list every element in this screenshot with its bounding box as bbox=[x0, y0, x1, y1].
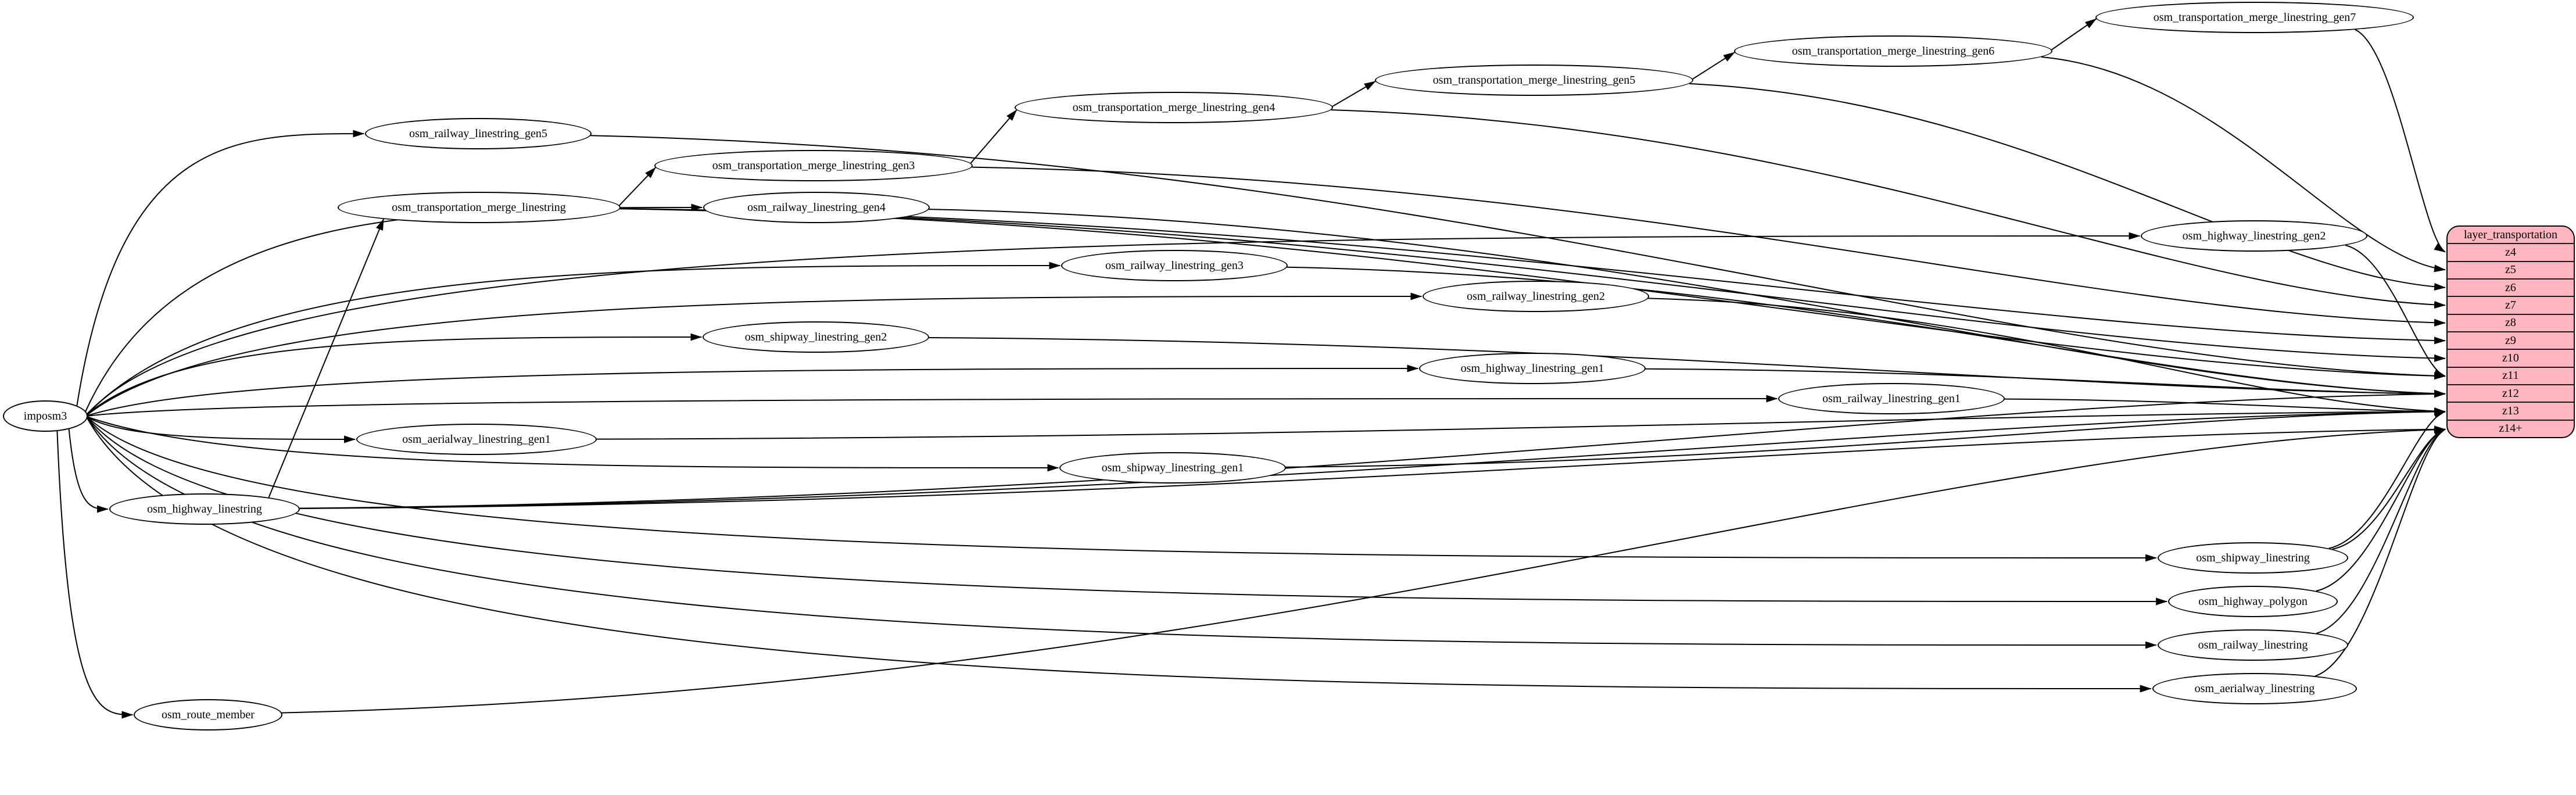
node-osm_highway_linestring_gen2 bbox=[2141, 220, 2367, 252]
node-label: osm_transportation_merge_linestring_gen4 bbox=[1072, 101, 1276, 114]
node-label: osm_railway_linestring_gen2 bbox=[1467, 289, 1605, 303]
node-osm_railway_linestring_gen3 bbox=[1061, 250, 1287, 281]
node-label: osm_highway_linestring_gen2 bbox=[2182, 229, 2326, 242]
record-row-z9: z9 bbox=[2448, 331, 2574, 349]
edge-osm_route_member-to-z14+ bbox=[282, 429, 2445, 713]
node-label: osm_highway_linestring bbox=[147, 502, 262, 515]
node-label: osm_transportation_merge_linestring_gen5 bbox=[1432, 73, 1636, 87]
node-osm_shipway_linestring_gen1 bbox=[1059, 452, 1285, 484]
node-osm_railway_linestring bbox=[2158, 629, 2348, 661]
node-osm_shipway_linestring_gen2 bbox=[703, 321, 929, 353]
node-label: osm_railway_linestring_gen5 bbox=[409, 127, 547, 140]
node-label: osm_highway_polygon bbox=[2198, 595, 2308, 608]
node-label: osm_shipway_linestring bbox=[2196, 551, 2310, 564]
node-osm_transportation_merge_linestring_gen7 bbox=[2095, 2, 2414, 33]
node-label: osm_railway_linestring bbox=[2198, 638, 2308, 651]
edge-osm_shipway_linestring_gen1-to-z13 bbox=[1286, 411, 2445, 467]
node-label: osm_shipway_linestring_gen2 bbox=[744, 330, 887, 343]
record-layer-transportation bbox=[2446, 225, 2575, 438]
record-row-z12: z12 bbox=[2448, 384, 2574, 402]
node-osm_transportation_merge_linestring_gen5 bbox=[1375, 65, 1693, 96]
edge-osm_transportation_merge_linestring_gen4-to-osm_transportation_merge_linestring_gen5 bbox=[1332, 81, 1375, 106]
node-osm_highway_linestring bbox=[109, 493, 300, 525]
record-row-z7: z7 bbox=[2448, 296, 2574, 313]
edge-osm_railway_linestring_gen2-to-z13 bbox=[1648, 298, 2445, 411]
node-label: osm_transportation_merge_linestring_gen7 bbox=[2153, 10, 2356, 24]
edge-osm_aerialway_linestring_gen1-to-z13 bbox=[597, 411, 2445, 439]
edge-osm_highway_polygon-to-z14+ bbox=[2316, 429, 2445, 591]
node-label: osm_aerialway_linestring_gen1 bbox=[402, 432, 551, 446]
edge-osm_transportation_merge_linestring_gen7-to-z4 bbox=[2355, 30, 2445, 252]
edge-osm_transportation_merge_linestring_gen3-to-osm_transportation_merge_linestring_gen4 bbox=[971, 110, 1017, 163]
record-title: layer_transportation bbox=[2463, 228, 2558, 241]
edge-imposm3-to-osm_highway_linestring_gen1 bbox=[88, 368, 1418, 416]
edge-imposm3-to-osm_railway_linestring_gen1 bbox=[88, 399, 1778, 416]
node-label: osm_shipway_linestring_gen1 bbox=[1101, 461, 1244, 474]
node-osm_shipway_linestring bbox=[2158, 542, 2348, 574]
record-row-z8: z8 bbox=[2448, 314, 2574, 331]
node-osm_railway_linestring_gen1 bbox=[1778, 383, 2004, 414]
node-osm_aerialway_linestring_gen1 bbox=[356, 424, 597, 455]
record-row-z11: z11 bbox=[2448, 367, 2574, 384]
record-row-z10: z10 bbox=[2448, 349, 2574, 366]
node-label: osm_railway_linestring_gen1 bbox=[1822, 392, 1961, 405]
record-row-z6: z6 bbox=[2448, 278, 2574, 296]
node-osm_transportation_merge_linestring_gen3 bbox=[654, 150, 973, 181]
node-label: osm_route_member bbox=[162, 708, 255, 721]
node-imposm3 bbox=[3, 400, 87, 432]
node-label: imposm3 bbox=[23, 409, 67, 422]
node-osm_railway_linestring_gen2 bbox=[1423, 281, 1649, 312]
node-label: osm_railway_linestring_gen3 bbox=[1105, 259, 1244, 272]
record-row-z13: z13 bbox=[2448, 402, 2574, 419]
node-osm_transportation_merge_linestring_gen6 bbox=[1734, 35, 2052, 67]
node-osm_highway_polygon bbox=[2168, 586, 2338, 617]
edge-imposm3-to-osm_shipway_linestring_gen2 bbox=[87, 337, 701, 414]
edge-osm_transportation_merge_linestring_gen5-to-osm_transportation_merge_linestring_gen6 bbox=[1693, 52, 1735, 79]
node-osm_transportation_merge_linestring_gen4 bbox=[1015, 92, 1333, 123]
node-label: osm_railway_linestring_gen4 bbox=[747, 200, 886, 214]
node-osm_aerialway_linestring bbox=[2152, 673, 2358, 704]
record-row-z14+: z14+ bbox=[2448, 420, 2574, 437]
node-label: osm_transportation_merge_linestring bbox=[392, 200, 566, 214]
edge-osm_transportation_merge_linestring_gen4-to-z7 bbox=[1331, 110, 2445, 305]
node-osm_route_member bbox=[134, 699, 282, 730]
record-row-z5: z5 bbox=[2448, 261, 2574, 278]
edge-osm_highway_linestring-to-z12 bbox=[300, 394, 2445, 508]
edge-osm_highway_linestring_gen1-to-z12 bbox=[1646, 369, 2445, 394]
edge-imposm3-to-osm_route_member bbox=[57, 431, 132, 715]
node-osm_railway_linestring_gen5 bbox=[365, 118, 591, 149]
node-label: osm_aerialway_linestring bbox=[2194, 682, 2315, 695]
edge-osm_highway_linestring-to-osm_transportation_merge_linestring bbox=[268, 219, 384, 497]
record-row-z4: z4 bbox=[2448, 243, 2574, 260]
node-label: osm_highway_linestring_gen1 bbox=[1460, 361, 1604, 375]
edge-osm_transportation_merge_linestring-to-osm_transportation_merge_linestring_gen3 bbox=[619, 167, 655, 205]
node-osm_railway_linestring_gen4 bbox=[703, 192, 929, 223]
node-label: osm_transportation_merge_linestring_gen6 bbox=[1792, 44, 1995, 58]
node-label: osm_transportation_merge_linestring_gen3 bbox=[712, 159, 915, 172]
node-osm_highway_linestring_gen1 bbox=[1419, 353, 1645, 384]
node-osm_transportation_merge_linestring bbox=[338, 192, 621, 223]
edge-osm_transportation_merge_linestring_gen5-to-z6 bbox=[1689, 84, 2445, 288]
edge-osm_transportation_merge_linestring_gen6-to-osm_transportation_merge_linestring_gen7 bbox=[2052, 19, 2096, 50]
